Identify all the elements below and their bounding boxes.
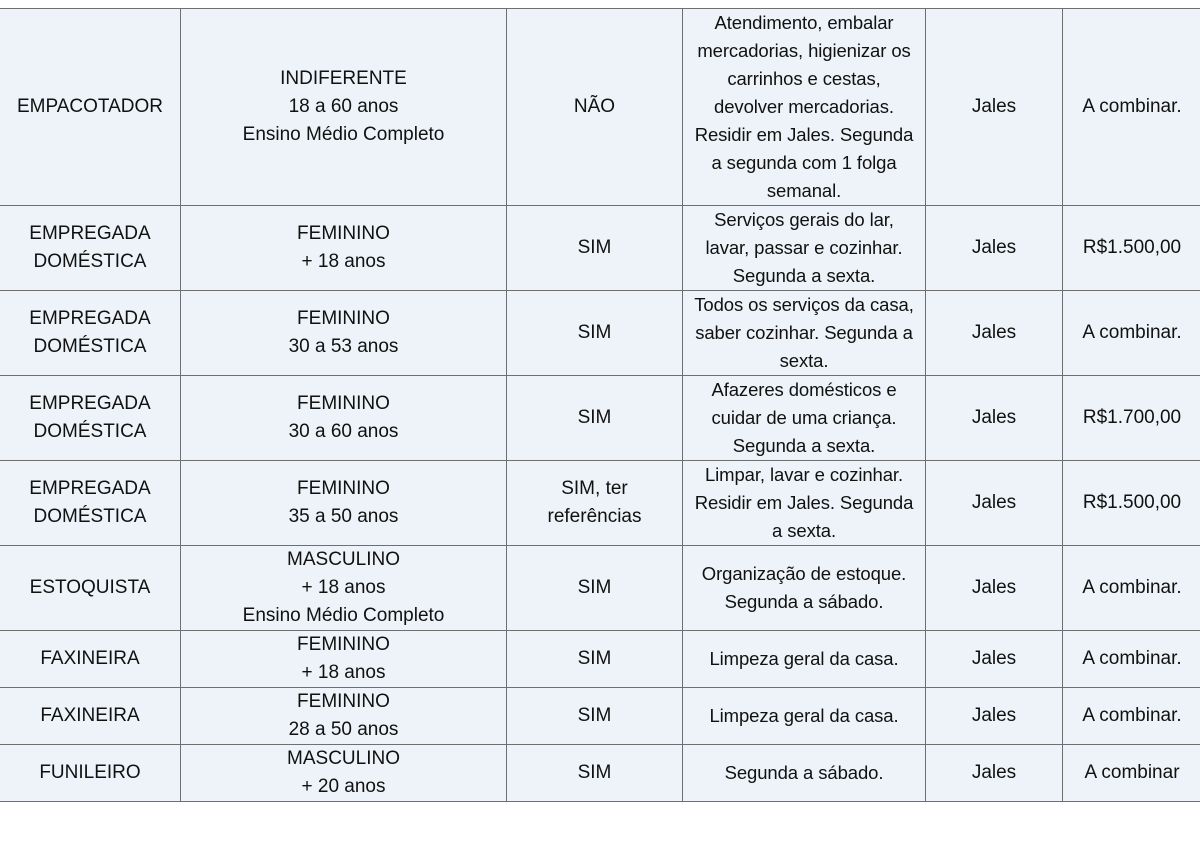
profile-cell xyxy=(181,206,507,291)
job-title: FUNILEIRO xyxy=(39,762,141,783)
job-title: EMPREGADA DOMÉSTICA xyxy=(29,308,151,357)
city: Jales xyxy=(971,705,1017,726)
profile-cell xyxy=(181,745,507,802)
job-title-cell xyxy=(0,631,181,688)
salary-cell xyxy=(1063,745,1200,802)
job-title: EMPREGADA DOMÉSTICA xyxy=(29,393,151,442)
table-row xyxy=(0,688,1200,745)
job-title-cell xyxy=(0,688,181,745)
job-description: Atendimento, embalar mercadorias, higienizar os carrinhos e cestas, devolver mercadorias. Residir em Jales. Segunda a segunda com 1 folga semanal. xyxy=(694,12,914,201)
salary-cell xyxy=(1063,206,1200,291)
salary-cell xyxy=(1063,461,1200,546)
job-title-cell xyxy=(0,291,181,376)
experience-cell xyxy=(507,631,683,688)
city: Jales xyxy=(971,96,1017,117)
profile-requirements: MASCULINO + 20 anos xyxy=(287,748,400,797)
city: Jales xyxy=(971,762,1017,783)
job-title-cell xyxy=(0,546,181,631)
table-row xyxy=(0,745,1200,802)
experience-required: SIM xyxy=(577,322,612,343)
city: Jales xyxy=(971,407,1017,428)
job-description: Todos os serviços da casa, saber cozinhar. Segunda a sexta. xyxy=(694,294,914,371)
experience-required: SIM xyxy=(577,648,612,669)
salary: A combinar. xyxy=(1082,577,1182,598)
profile-cell xyxy=(181,376,507,461)
experience-cell xyxy=(507,546,683,631)
salary-cell xyxy=(1063,546,1200,631)
job-description: Limpeza geral da casa. xyxy=(709,648,899,669)
salary: R$1.500,00 xyxy=(1082,237,1182,258)
description-cell xyxy=(683,9,926,206)
salary: A combinar. xyxy=(1082,322,1182,343)
job-description: Limpeza geral da casa. xyxy=(709,705,899,726)
salary-cell xyxy=(1063,291,1200,376)
experience-required: NÃO xyxy=(573,96,616,117)
description-cell xyxy=(683,376,926,461)
experience-cell xyxy=(507,291,683,376)
experience-cell xyxy=(507,688,683,745)
profile-requirements: FEMININO + 18 anos xyxy=(297,634,390,683)
job-title-cell xyxy=(0,376,181,461)
experience-required: SIM, ter referências xyxy=(547,478,642,527)
profile-cell xyxy=(181,461,507,546)
experience-cell xyxy=(507,206,683,291)
experience-required: SIM xyxy=(577,237,612,258)
job-title: EMPACOTADOR xyxy=(16,96,164,117)
job-description: Organização de estoque. Segunda a sábado. xyxy=(701,563,907,612)
description-cell xyxy=(683,546,926,631)
city-cell xyxy=(926,631,1063,688)
profile-requirements: FEMININO 35 a 50 anos xyxy=(288,478,399,527)
job-title: EMPREGADA DOMÉSTICA xyxy=(29,223,151,272)
job-title: FAXINEIRA xyxy=(40,705,140,726)
table-row xyxy=(0,376,1200,461)
profile-requirements: FEMININO 28 a 50 anos xyxy=(288,691,399,740)
table-row xyxy=(0,206,1200,291)
city-cell xyxy=(926,9,1063,206)
job-description: Serviços gerais do lar, lavar, passar e cozinhar. Segunda a sexta. xyxy=(705,209,903,286)
profile-requirements: FEMININO + 18 anos xyxy=(297,223,390,272)
table-row xyxy=(0,631,1200,688)
table-row xyxy=(0,546,1200,631)
city-cell xyxy=(926,206,1063,291)
city: Jales xyxy=(971,237,1017,258)
salary: A combinar. xyxy=(1082,648,1182,669)
description-cell xyxy=(683,291,926,376)
experience-cell xyxy=(507,376,683,461)
salary: R$1.700,00 xyxy=(1082,407,1182,428)
job-description: Limpar, lavar e cozinhar. Residir em Jales. Segunda a sexta. xyxy=(694,464,914,541)
job-title: EMPREGADA DOMÉSTICA xyxy=(29,478,151,527)
job-listings-table xyxy=(0,8,1200,802)
description-cell xyxy=(683,461,926,546)
experience-required: SIM xyxy=(577,705,612,726)
city-cell xyxy=(926,688,1063,745)
salary: A combinar xyxy=(1084,762,1180,783)
profile-cell xyxy=(181,631,507,688)
salary: R$1.500,00 xyxy=(1082,492,1182,513)
experience-cell xyxy=(507,9,683,206)
job-title: ESTOQUISTA xyxy=(29,577,151,598)
profile-cell xyxy=(181,546,507,631)
city: Jales xyxy=(971,322,1017,343)
profile-requirements: INDIFERENTE 18 a 60 anos Ensino Médio Completo xyxy=(242,68,445,145)
salary: A combinar. xyxy=(1082,96,1182,117)
job-title-cell xyxy=(0,461,181,546)
salary-cell xyxy=(1063,631,1200,688)
experience-required: SIM xyxy=(577,407,612,428)
city-cell xyxy=(926,745,1063,802)
salary-cell xyxy=(1063,688,1200,745)
profile-cell xyxy=(181,291,507,376)
experience-cell xyxy=(507,745,683,802)
city: Jales xyxy=(971,492,1017,513)
table-row xyxy=(0,9,1200,206)
job-description: Segunda a sábado. xyxy=(724,762,884,783)
profile-cell xyxy=(181,688,507,745)
description-cell xyxy=(683,688,926,745)
job-title-cell xyxy=(0,206,181,291)
city: Jales xyxy=(971,648,1017,669)
profile-requirements: FEMININO 30 a 60 anos xyxy=(288,393,399,442)
profile-requirements: FEMININO 30 a 53 anos xyxy=(288,308,399,357)
city-cell xyxy=(926,376,1063,461)
table-row xyxy=(0,461,1200,546)
profile-cell xyxy=(181,9,507,206)
description-cell xyxy=(683,206,926,291)
experience-required: SIM xyxy=(577,577,612,598)
table-row xyxy=(0,291,1200,376)
profile-requirements: MASCULINO + 18 anos Ensino Médio Completo xyxy=(242,549,445,626)
experience-cell xyxy=(507,461,683,546)
job-title-cell xyxy=(0,745,181,802)
job-title: FAXINEIRA xyxy=(40,648,140,669)
job-description: Afazeres domésticos e cuidar de uma criança. Segunda a sexta. xyxy=(711,379,897,456)
description-cell xyxy=(683,631,926,688)
salary: A combinar. xyxy=(1082,705,1182,726)
city-cell xyxy=(926,546,1063,631)
experience-required: SIM xyxy=(577,762,612,783)
city-cell xyxy=(926,461,1063,546)
salary-cell xyxy=(1063,376,1200,461)
description-cell xyxy=(683,745,926,802)
salary-cell xyxy=(1063,9,1200,206)
city: Jales xyxy=(971,577,1017,598)
city-cell xyxy=(926,291,1063,376)
job-title-cell xyxy=(0,9,181,206)
